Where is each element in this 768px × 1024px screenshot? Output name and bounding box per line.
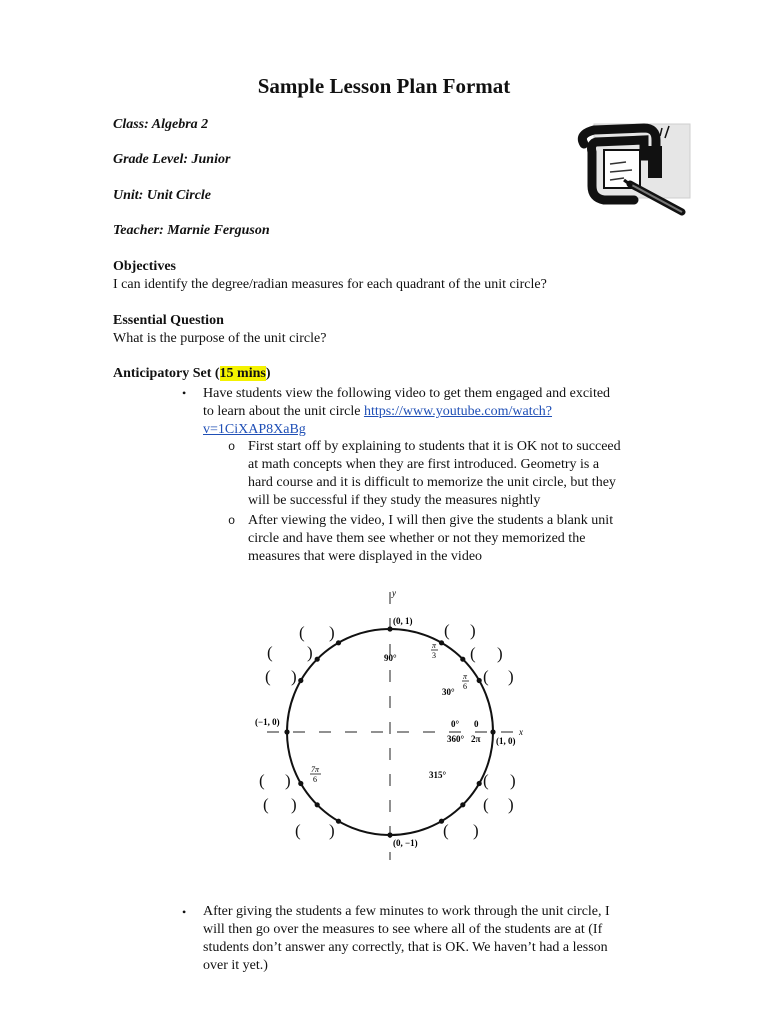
anticipatory-time-highlight: 15 mins: [219, 366, 266, 381]
objectives-text: I can identify the degree/radian measures for each quadrant of the unit circle?: [113, 277, 547, 292]
bullet-video-line: [203, 421, 663, 439]
point-120: [336, 640, 341, 645]
lesson-plan-clipart: [574, 116, 694, 216]
document-title: Sample Lesson Plan Format: [257, 74, 511, 98]
frac-pi-6-num: π: [463, 672, 468, 681]
class-line: Class: Algebra 2: [113, 117, 209, 132]
point-60: [439, 640, 444, 645]
slot-paren: (: [483, 667, 489, 686]
sub-bullet-marker: o: [228, 440, 236, 454]
bullet-video-line: Have students view the following video to get them engaged and excited: [203, 386, 611, 401]
y-axis-label: y: [392, 588, 396, 598]
point-45: [460, 657, 465, 662]
sub-bullet-line: at math concepts when they are first introduced. Geometry is a: [248, 457, 600, 472]
sub-bullet-marker: o: [228, 514, 236, 528]
sub-bullet-line: measures that were displayed in the video: [248, 549, 483, 564]
slot-paren: (: [483, 771, 489, 790]
slot-paren: ): [307, 643, 313, 662]
teacher-line: Teacher: Marnie Ferguson: [113, 223, 270, 238]
point-225: [315, 802, 320, 807]
x-axis-label: x: [519, 727, 523, 737]
bullet-review-line: will then go over the measures to see where all of the students are at (If: [203, 922, 603, 937]
point-135: [315, 657, 320, 662]
point-180: [284, 729, 289, 734]
bullet-video-text: to learn about the unit circle: [203, 404, 364, 419]
label-90-deg: 90°: [384, 653, 397, 663]
bullet-review-line: After giving the students a few minutes to work through the unit circle, I: [203, 904, 610, 919]
coord-left: (−1, 0): [255, 717, 280, 727]
grade-level-line: Grade Level: Junior: [113, 152, 231, 167]
coord-right: (1, 0): [496, 736, 516, 746]
bullet-video-line: [203, 403, 663, 421]
slot-paren: (: [267, 643, 273, 662]
youtube-link[interactable]: https://www.youtube.com/watch?: [363, 404, 553, 419]
point-240: [336, 819, 341, 824]
point-0: [490, 729, 495, 734]
slot-paren: ): [329, 821, 335, 840]
point-330: [477, 781, 482, 786]
essential-question-heading: Essential Question: [113, 313, 224, 328]
slot-paren: (: [299, 623, 305, 642]
point-315: [460, 802, 465, 807]
sub-bullet-line: circle and have them see whether or not they memorized the: [248, 531, 586, 546]
sub-bullet-line: hard course and it is difficult to memorize the unit circle, but they: [248, 475, 616, 490]
bullet-review-measures: [203, 903, 673, 975]
frac-7pi-6-num: 7π: [311, 765, 320, 774]
point-30: [477, 678, 482, 683]
point-210: [298, 781, 303, 786]
anticipatory-label: Anticipatory Set (: [113, 366, 220, 381]
slot-paren: ): [285, 771, 291, 790]
point-150: [298, 678, 303, 683]
sub-bullet-line: After viewing the video, I will then give the students a blank unit: [248, 513, 614, 528]
slot-paren: (: [263, 795, 269, 814]
frac-pi-3-num: π: [432, 641, 437, 650]
slot-paren: ): [510, 771, 516, 790]
frac-pi-3-den: 3: [432, 651, 436, 660]
point-270: [387, 832, 392, 837]
slot-paren: ): [291, 795, 297, 814]
slot-paren: ): [329, 623, 335, 642]
slot-paren: ): [470, 621, 476, 640]
label-2pi-rad: 2π: [471, 734, 481, 744]
anticipatory-set-heading: [113, 366, 271, 382]
slot-paren: ): [508, 795, 514, 814]
slot-paren: (: [265, 667, 271, 686]
label-0-rad: 0: [474, 719, 479, 729]
bullet-review-line: students don’t answer any correctly, that is OK. We haven’t had a lesson: [203, 940, 608, 955]
label-0-deg: 0°: [451, 719, 460, 729]
coord-bottom: (0, −1): [393, 838, 418, 848]
slot-paren: (: [295, 821, 301, 840]
slot-paren: ): [291, 667, 297, 686]
bullet-video: [203, 385, 663, 439]
frac-7pi-6-den: 6: [313, 775, 317, 784]
essential-question-text: What is the purpose of the unit circle?: [113, 331, 327, 346]
slot-paren: (: [443, 821, 449, 840]
sub-bullet-blank-circle: [248, 512, 668, 566]
objectives-heading: Objectives: [113, 259, 176, 274]
sub-bullet-ok-to-fail: [248, 438, 668, 510]
slot-paren: (: [483, 795, 489, 814]
youtube-link-continued[interactable]: v=1CiXAP8XaBg: [203, 422, 306, 437]
anticipatory-close: ): [265, 366, 271, 381]
unit-circle-diagram: [245, 586, 535, 862]
point-90: [387, 626, 392, 631]
label-315-deg: 315°: [429, 770, 447, 780]
slot-paren: (: [259, 771, 265, 790]
sub-bullet-line: First start off by explaining to students that it is OK not to succeed: [248, 439, 621, 454]
unit-line: Unit: Unit Circle: [113, 188, 212, 203]
bullet-dot: •: [182, 386, 187, 400]
label-360-deg: 360°: [447, 734, 465, 744]
bullet-review-line: over it yet.): [203, 958, 268, 973]
label-30-deg: 30°: [442, 687, 455, 697]
coord-top: (0, 1): [393, 616, 413, 626]
bullet-dot: •: [182, 905, 187, 919]
slot-paren: (: [444, 621, 450, 640]
slot-paren: (: [470, 644, 476, 663]
slot-paren: ): [497, 644, 503, 663]
frac-pi-6-den: 6: [463, 682, 467, 691]
sub-bullet-line: will be successful if they study the measures nightly: [248, 493, 541, 508]
slot-paren: ): [508, 667, 514, 686]
slot-paren: ): [473, 821, 479, 840]
